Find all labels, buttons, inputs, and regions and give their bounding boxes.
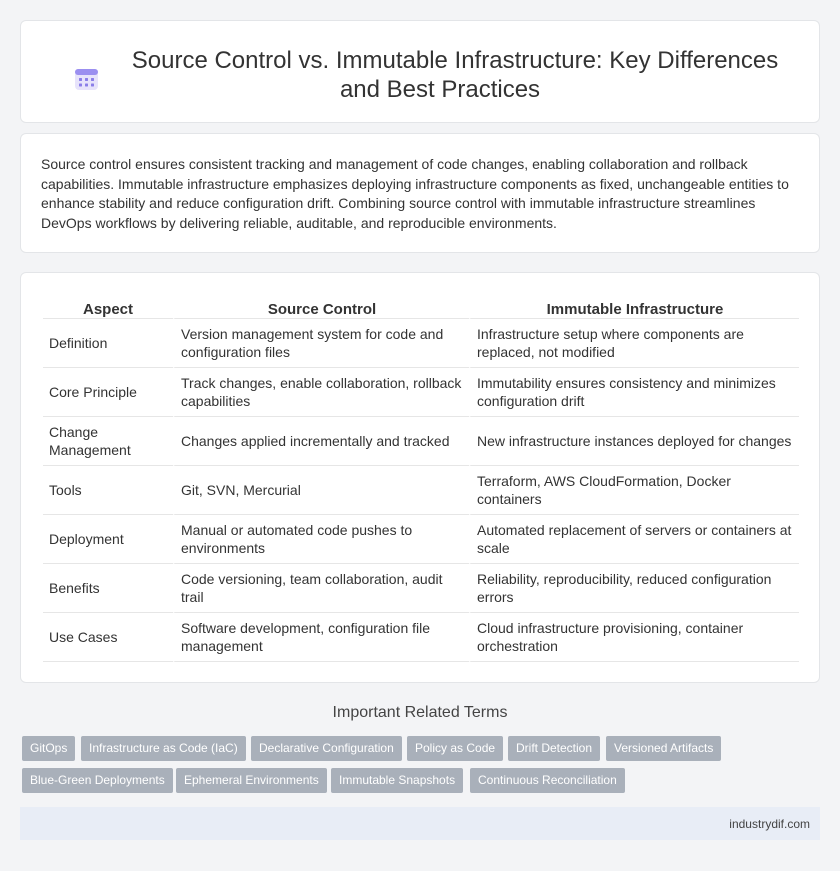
table-row (43, 613, 799, 662)
table-row (43, 515, 799, 564)
header-source-control: Source Control (173, 297, 469, 319)
row-aspect: Core Principle (43, 368, 173, 417)
table-row (43, 368, 799, 417)
table-row (43, 466, 799, 515)
row-immutable-infrastructure: Automated replacement of servers or containers at scale (469, 515, 799, 564)
tag-infrastructure-as-code[interactable]: Infrastructure as Code (IaC) (81, 736, 246, 761)
table-row (43, 319, 799, 368)
table-header-row (43, 297, 799, 319)
row-immutable-infrastructure: Cloud infrastructure provisioning, container orchestration (469, 613, 799, 662)
related-terms-title: Important Related Terms (332, 704, 508, 721)
footer (20, 807, 820, 840)
row-aspect: Change Management (43, 417, 173, 466)
row-immutable-infrastructure: Terraform, AWS CloudFormation, Docker containers (469, 466, 799, 515)
row-immutable-infrastructure: Reliability, reproducibility, reduced configuration errors (469, 564, 799, 613)
tag-blue-green-deployments[interactable]: Blue-Green Deployments (22, 768, 173, 793)
tag-ephemeral-environments[interactable]: Ephemeral Environments (176, 768, 327, 793)
row-aspect: Benefits (43, 564, 173, 613)
page-title: Source Control vs. Immutable Infrastructure: Key Differences and Best Practices (131, 47, 779, 103)
row-aspect: Deployment (43, 515, 173, 564)
comparison-card (20, 272, 820, 683)
row-immutable-infrastructure: New infrastructure instances deployed for changes (469, 417, 799, 466)
row-source-control: Changes applied incrementally and tracked (173, 417, 469, 466)
comparison-table (43, 297, 799, 662)
intro-card (20, 133, 820, 253)
row-immutable-infrastructure: Infrastructure setup where components are replaced, not modified (469, 319, 799, 368)
row-source-control: Manual or automated code pushes to environments (173, 515, 469, 564)
tag-drift-detection[interactable]: Drift Detection (508, 736, 600, 761)
title-card (20, 20, 820, 123)
tag-policy-as-code[interactable]: Policy as Code (407, 736, 503, 761)
row-aspect: Tools (43, 466, 173, 515)
header-aspect: Aspect (43, 297, 173, 319)
row-source-control: Software development, configuration file management (173, 613, 469, 662)
row-source-control: Code versioning, team collaboration, audit trail (173, 564, 469, 613)
tag-immutable-snapshots[interactable]: Immutable Snapshots (331, 768, 463, 793)
tag-gitops[interactable]: GitOps (22, 736, 75, 761)
header-immutable-infrastructure: Immutable Infrastructure (469, 297, 799, 319)
row-aspect: Definition (43, 319, 173, 368)
table-row (43, 564, 799, 613)
intro-paragraph: Source control ensures consistent tracking and management of code changes, enabling collaboration and rollback capabilities. Immutable infrastructure emphasizes deploying infrastructure components as fixed, unchangeable entities to enhance stability and reduce configuration drift. Combining source control with immutable infrastructure streamlines DevOps workflows by delivering reliable, auditable, and reproducible environments. (41, 156, 789, 231)
row-source-control: Track changes, enable collaboration, rollback capabilities (173, 368, 469, 417)
row-immutable-infrastructure: Immutability ensures consistency and minimizes configuration drift (469, 368, 799, 417)
row-source-control: Version management system for code and configuration files (173, 319, 469, 368)
table-row (43, 417, 799, 466)
row-aspect: Use Cases (43, 613, 173, 662)
row-source-control: Git, SVN, Mercurial (173, 466, 469, 515)
tag-versioned-artifacts[interactable]: Versioned Artifacts (606, 736, 721, 761)
tag-declarative-configuration[interactable]: Declarative Configuration (251, 736, 402, 761)
footer-site-link[interactable]: industrydif.com (729, 817, 810, 831)
tag-continuous-reconciliation[interactable]: Continuous Reconciliation (470, 768, 625, 793)
